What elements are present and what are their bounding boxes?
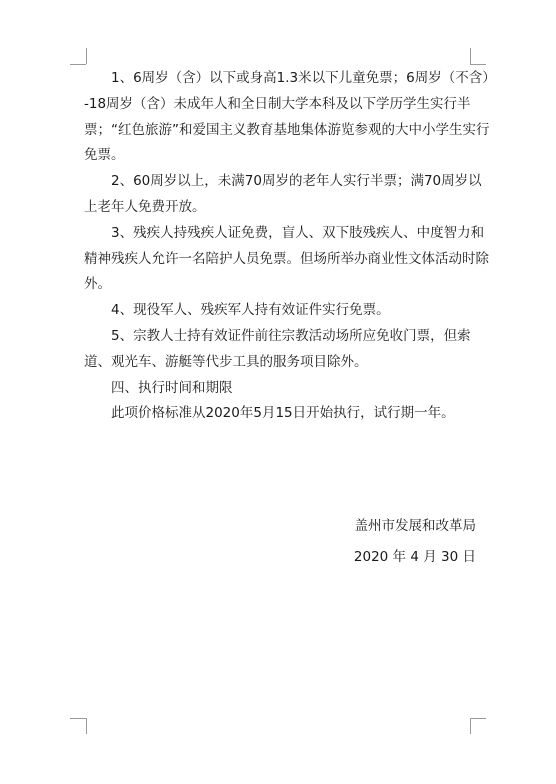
signature-date: 2020 年 4 月 30 日 <box>353 549 476 565</box>
paragraph-military: 4、现役军人、残疾军人持有效证件实行免票。 <box>111 302 390 319</box>
section-heading-effective-period: 四、执行时间和期限 <box>111 379 233 396</box>
paragraph-religious: 5、宗教人士持有效证件前往宗教活动场所应免收门票，但索道、观光车、游艇等代步工具的服务项目除外。 <box>84 327 471 370</box>
signature-organization: 盖州市发展和改革局 <box>354 518 476 534</box>
paragraph-effective-date: 此项价格标准从2020年5月15日开始执行，试行期一年。 <box>111 405 455 422</box>
paragraph-children-students: 1、6周岁（含）以下或身高1.3米以下儿童免票；6周岁（不含）-18周岁（含）未成年人和全日制大学本科及以下学历学生实行半票；“红色旅游”和爱国主义教育基地集体游览参观的大中小学生实行免票。 <box>84 70 490 164</box>
paragraph-disabled: 3、残疾人持残疾人证免费，盲人、双下肢残疾人、中度智力和精神残疾人允许一名陪护人员免票。但场所举办商业性文体活动时除外。 <box>84 224 489 293</box>
document-body <box>84 66 492 427</box>
paragraph-seniors: 2、60周岁以上，未满70周岁的老年人实行半票；满70周岁以上老年人免费开放。 <box>84 173 482 215</box>
